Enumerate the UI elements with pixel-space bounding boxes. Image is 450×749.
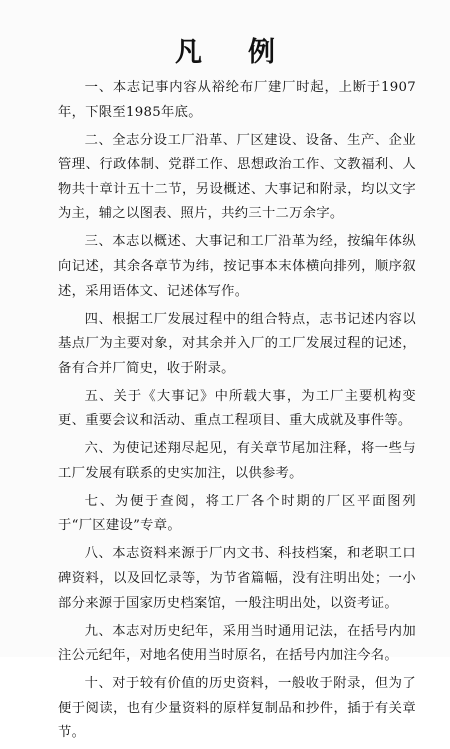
- document-body: [58, 76, 416, 749]
- paragraph-1: 一、本志记事内容从裕纶布厂建厂时起，上断于1907年，下限至1985年底。: [58, 80, 416, 120]
- paragraph-3: 三、本志以概述、大事记和工厂沿革为经，按编年体纵向记述，其余各章节为纬，按记事本末体横向排列，顺序叙述，采用语体文、记述体写作。: [58, 234, 416, 299]
- paragraph-7: 七、为便于查阅，将工厂各个时期的厂区平面图列于“厂区建设”专章。: [58, 493, 416, 534]
- paragraph-2: 二、全志分设工厂沿革、厂区建设、设备、生产、企业管理、行政体制、党群工作、思想政治工作、文教福利、人物共十章计五十二节，另设概述、大事记和附录，均以文字为主，辅之以图表、照片，共约三十二万余字。: [58, 132, 416, 222]
- paragraph-5: 五、关于《大事记》中所载大事，为工厂主要机构变更、重要会议和活动、重点工程项目、重大成就及事件等。: [58, 388, 416, 429]
- page-title: 凡例: [175, 37, 321, 68]
- paragraph-6: 六、为使记述翔尽起见，有关章节尾加注释，将一些与工厂发展有联系的史实加注，以供参考。: [58, 441, 416, 481]
- paragraph-8: 八、本志资料来源于厂内文书、科技档案，和老职工口碑资料，以及回忆录等，为节省篇幅，没有注明出处；一小部分来源于国家历史档案馆，一般注明出处，以资考证。: [58, 546, 416, 611]
- paragraph-9: 九、本志对历史纪年，采用当时通用记法，在括号内加注公元纪年，对地名使用当时原名，在括号内加注今名。: [58, 623, 416, 664]
- paragraph-10: 十、对于较有价值的历史资料，一般收于附录，但为了便于阅读，也有少量资料的原样复制品和抄件，插于有关章节。: [58, 676, 416, 741]
- paragraph-4: 四、根据工厂发展过程中的组合特点，志书记述内容以基点厂为主要对象，对其余并入厂的工厂发展过程的记述，备有合并厂简史，收于附录。: [58, 311, 416, 376]
